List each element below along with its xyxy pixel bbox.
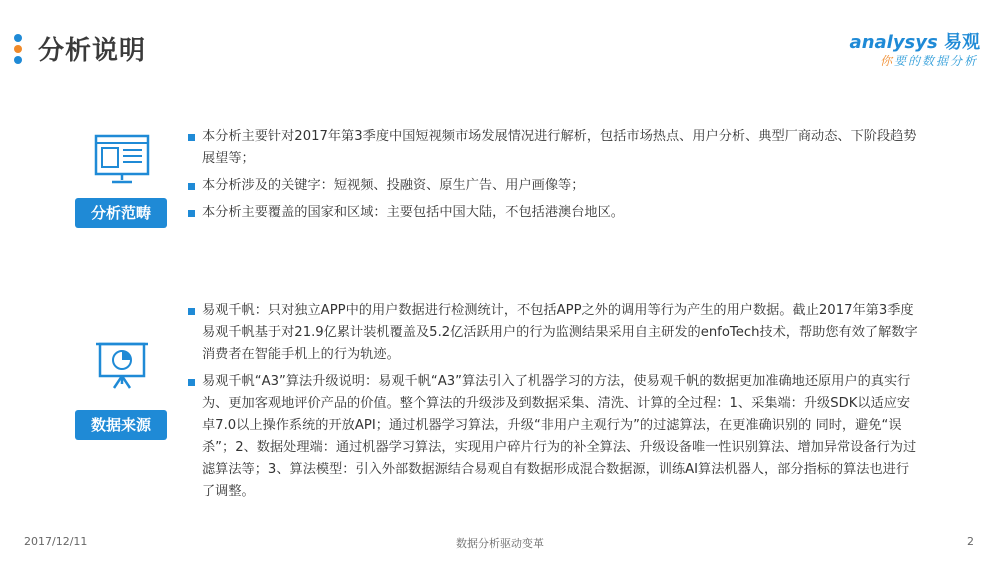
bullet-square-icon (188, 210, 195, 217)
logo-brand (850, 28, 980, 54)
title-dot (14, 34, 22, 42)
monitor-icon (94, 134, 150, 190)
list-item (188, 300, 918, 366)
bullet-text: 易观千帆“A3”算法升级说明：易观千帆“A3”算法引入了机器学习的方法，使易观千帆的数据更加准确地还原用户的真实行为、更加客观地评价产品的价值。整个算法的升级涉及到数据采集、清洗、计算的全过程：1、采集端：升级SDK以适应安卓7.0以上操作系统的开放API；通过机器学习算法，升级“非用户主观行为”的过滤算法，在更准确识别的 同时，避免“误杀”；2、数据处理端：通过机器学习算法，实现用户碎片行为的补全算法、升级设备唯一性识别算法、增加异常设备行为过滤算法等；3、算法模型：引入外部数据源结合易观自有数据形成混合数据源，训练AI算法机器人，部分指标的算法也进行了调整。 (202, 374, 917, 499)
page-number: 2 (967, 535, 974, 548)
list-item (188, 175, 918, 197)
analysys-logo (830, 28, 980, 72)
source-bullet-list (188, 300, 918, 508)
page-title: 分析说明 (38, 36, 147, 66)
bullet-text: 本分析涉及的关键字：短视频、投融资、原生广告、用户画像等； (202, 178, 585, 193)
footer-slogan: 数据分析驱动变革 (456, 537, 544, 550)
logo-brand-en: analysys (849, 32, 938, 53)
title-dot (14, 45, 22, 53)
section-badge-scope: 分析范畴 (75, 198, 167, 228)
bullet-square-icon (188, 379, 195, 386)
logo-slogan (880, 52, 978, 69)
list-item (188, 202, 918, 224)
scope-bullet-list (188, 126, 918, 229)
bullet-square-icon (188, 134, 195, 141)
presentation-chart-icon (94, 340, 150, 396)
bullet-text: 本分析主要覆盖的国家和区域：主要包括中国大陆，不包括港澳台地区。 (202, 205, 624, 220)
logo-slogan-first: 你 (879, 54, 894, 68)
list-item (188, 371, 918, 503)
title-decoration (14, 34, 22, 67)
section-badge-source: 数据来源 (75, 410, 167, 440)
bullet-square-icon (188, 308, 195, 315)
logo-brand-cn: 易观 (944, 32, 980, 53)
bullet-text: 本分析主要针对2017年第3季度中国短视频市场发展情况进行解析，包括市场热点、用户分析、典型厂商动态、下阶段趋势展望等； (202, 129, 917, 166)
bullet-text: 易观千帆：只对独立APP中的用户数据进行检测统计，不包括APP之外的调用等行为产生的用户数据。截止2017年第3季度易观千帆基于对21.9亿累计装机覆盖及5.2亿活跃用户的行为监测结果采用自主研发的enfoTech技术，帮助您有效了解数字消费者在智能手机上的行为轨迹。 (202, 303, 918, 362)
list-item (188, 126, 918, 170)
logo-slogan-rest: 要的数据分析 (893, 54, 978, 68)
bullet-square-icon (188, 183, 195, 190)
footer-date: 2017/12/11 (24, 535, 88, 548)
title-dot (14, 56, 22, 64)
